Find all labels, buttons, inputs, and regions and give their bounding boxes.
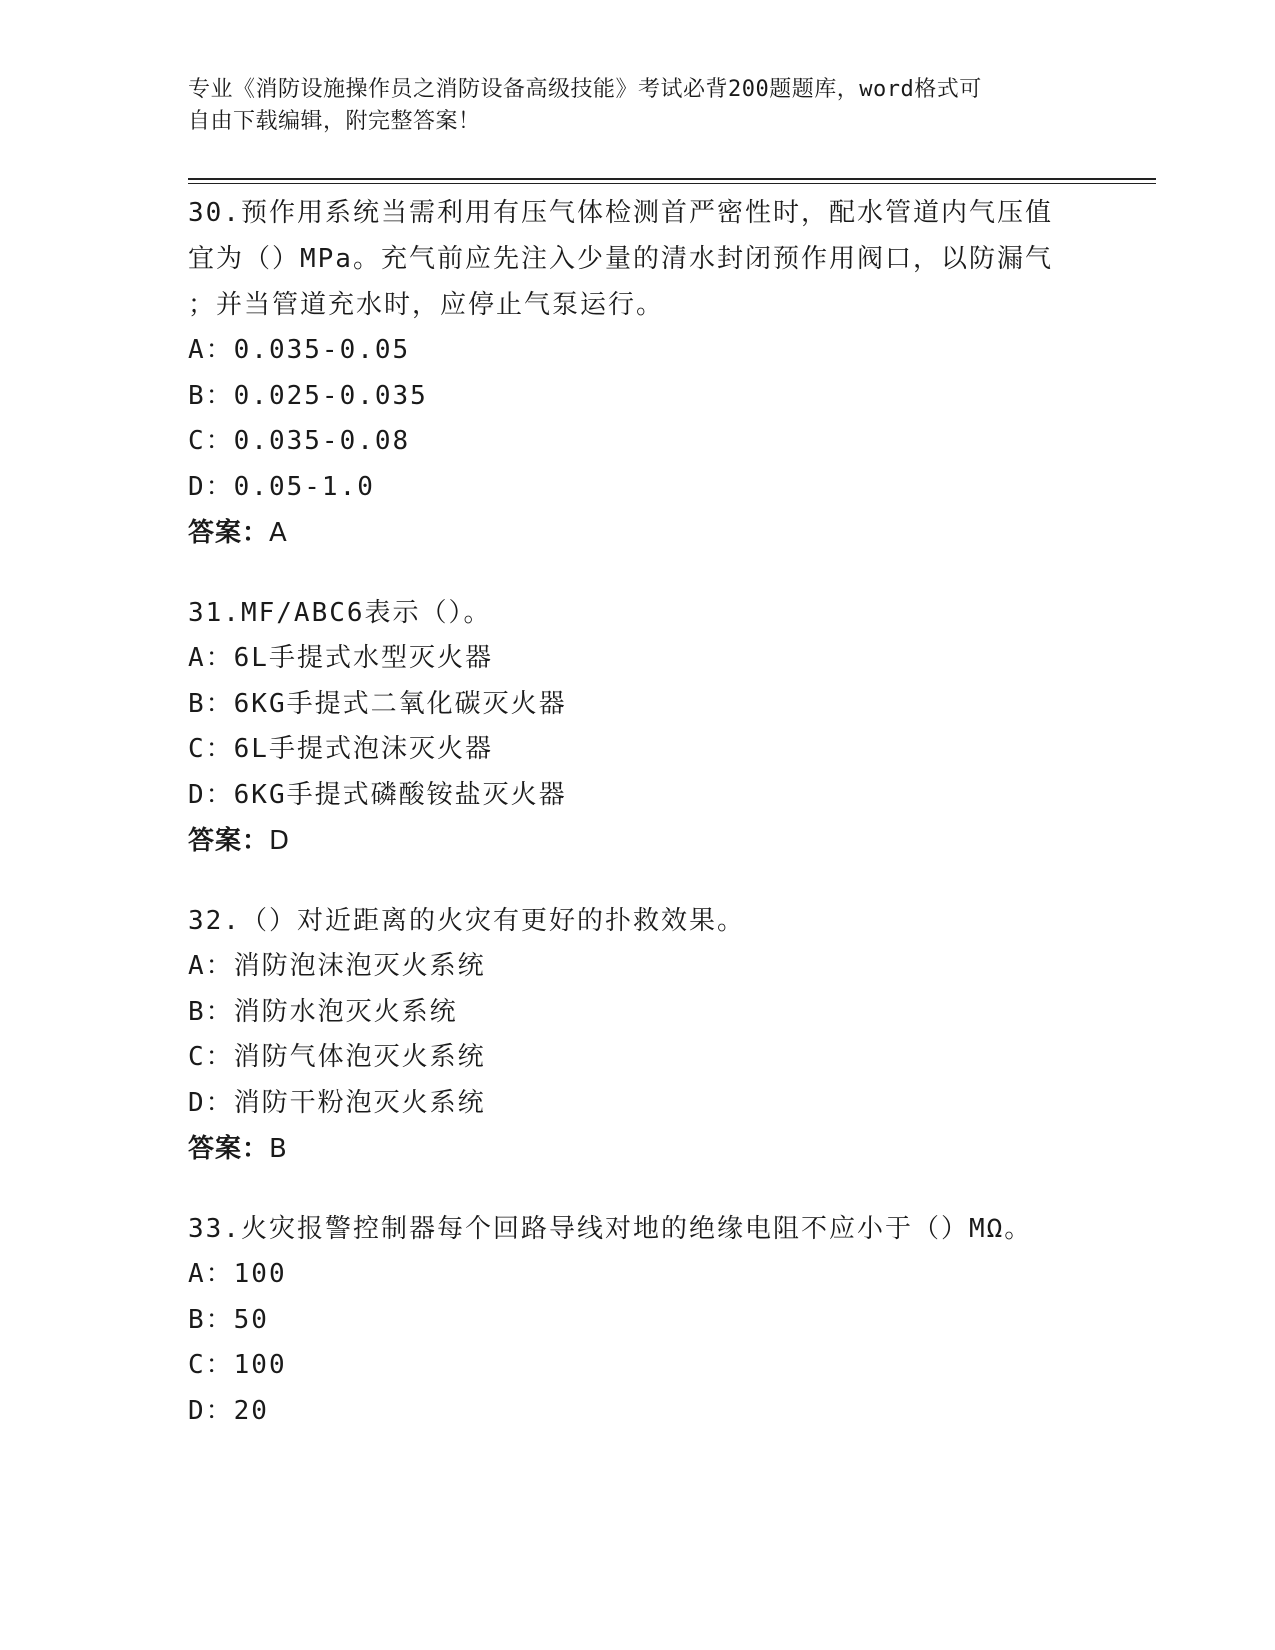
option-d: D：0.05-1.0 bbox=[188, 471, 375, 502]
option-a: A：消防泡沫泡灭火系统 bbox=[188, 951, 486, 981]
option-a: A：0.035-0.05 bbox=[188, 335, 411, 365]
question-text-line: ；并当管道充水时，应停止气泵运行。 bbox=[188, 290, 665, 320]
question-list bbox=[188, 190, 1088, 1468]
option-b: B：0.025-0.035 bbox=[188, 380, 428, 411]
question-33 bbox=[188, 1206, 1088, 1434]
answer-label: 答案： bbox=[188, 1134, 270, 1164]
question-text-line: 32.（）对近距离的火灾有更好的扑救效果。 bbox=[188, 906, 745, 936]
question-30 bbox=[188, 190, 1088, 556]
header-line-2: 自由下载编辑，附完整答案！ bbox=[188, 109, 481, 134]
option-d: D：6KG手提式磷酸铵盐灭火器 bbox=[188, 779, 567, 810]
answer bbox=[188, 1126, 1088, 1172]
document-header bbox=[188, 74, 1088, 138]
option-c: C：0.035-0.08 bbox=[188, 426, 411, 456]
question-31 bbox=[188, 590, 1088, 864]
header-line-1: 专业《消防设施操作员之消防设备高级技能》考试必背200题题库，word格式可 bbox=[188, 77, 982, 102]
question-text-line: 30.预作用系统当需利用有压气体检测首严密性时，配水管道内气压值 bbox=[188, 198, 1053, 228]
answer-value: B bbox=[269, 1134, 288, 1164]
answer-value: A bbox=[269, 518, 288, 548]
answer-label: 答案： bbox=[188, 826, 270, 856]
question-text-line: 31.MF/ABC6表示（）。 bbox=[188, 598, 492, 628]
question-text-line: 33.火灾报警控制器每个回路导线对地的绝缘电阻不应小于（）MΩ。 bbox=[188, 1214, 1033, 1244]
option-c: C：100 bbox=[188, 1350, 287, 1380]
answer-label: 答案： bbox=[188, 518, 270, 548]
option-d: D：消防干粉泡灭火系统 bbox=[188, 1087, 486, 1118]
option-b: B：6KG手提式二氧化碳灭火器 bbox=[188, 688, 567, 719]
answer bbox=[188, 510, 1088, 556]
answer-value: D bbox=[269, 826, 291, 856]
option-c: C：6L手提式泡沫灭火器 bbox=[188, 734, 493, 764]
option-d: D：20 bbox=[188, 1395, 269, 1426]
option-a: A：6L手提式水型灭火器 bbox=[188, 643, 493, 673]
question-text-line: 宜为（）MPa。充气前应先注入少量的清水封闭预作用阀口，以防漏气 bbox=[188, 244, 1053, 274]
question-32 bbox=[188, 898, 1088, 1172]
header-rule-thin bbox=[188, 183, 1156, 184]
option-b: B：消防水泡灭火系统 bbox=[188, 996, 458, 1027]
option-c: C：消防气体泡灭火系统 bbox=[188, 1042, 486, 1072]
option-b: B：50 bbox=[188, 1304, 269, 1335]
option-a: A：100 bbox=[188, 1259, 287, 1289]
header-rule-thick bbox=[188, 178, 1156, 180]
answer bbox=[188, 818, 1088, 864]
